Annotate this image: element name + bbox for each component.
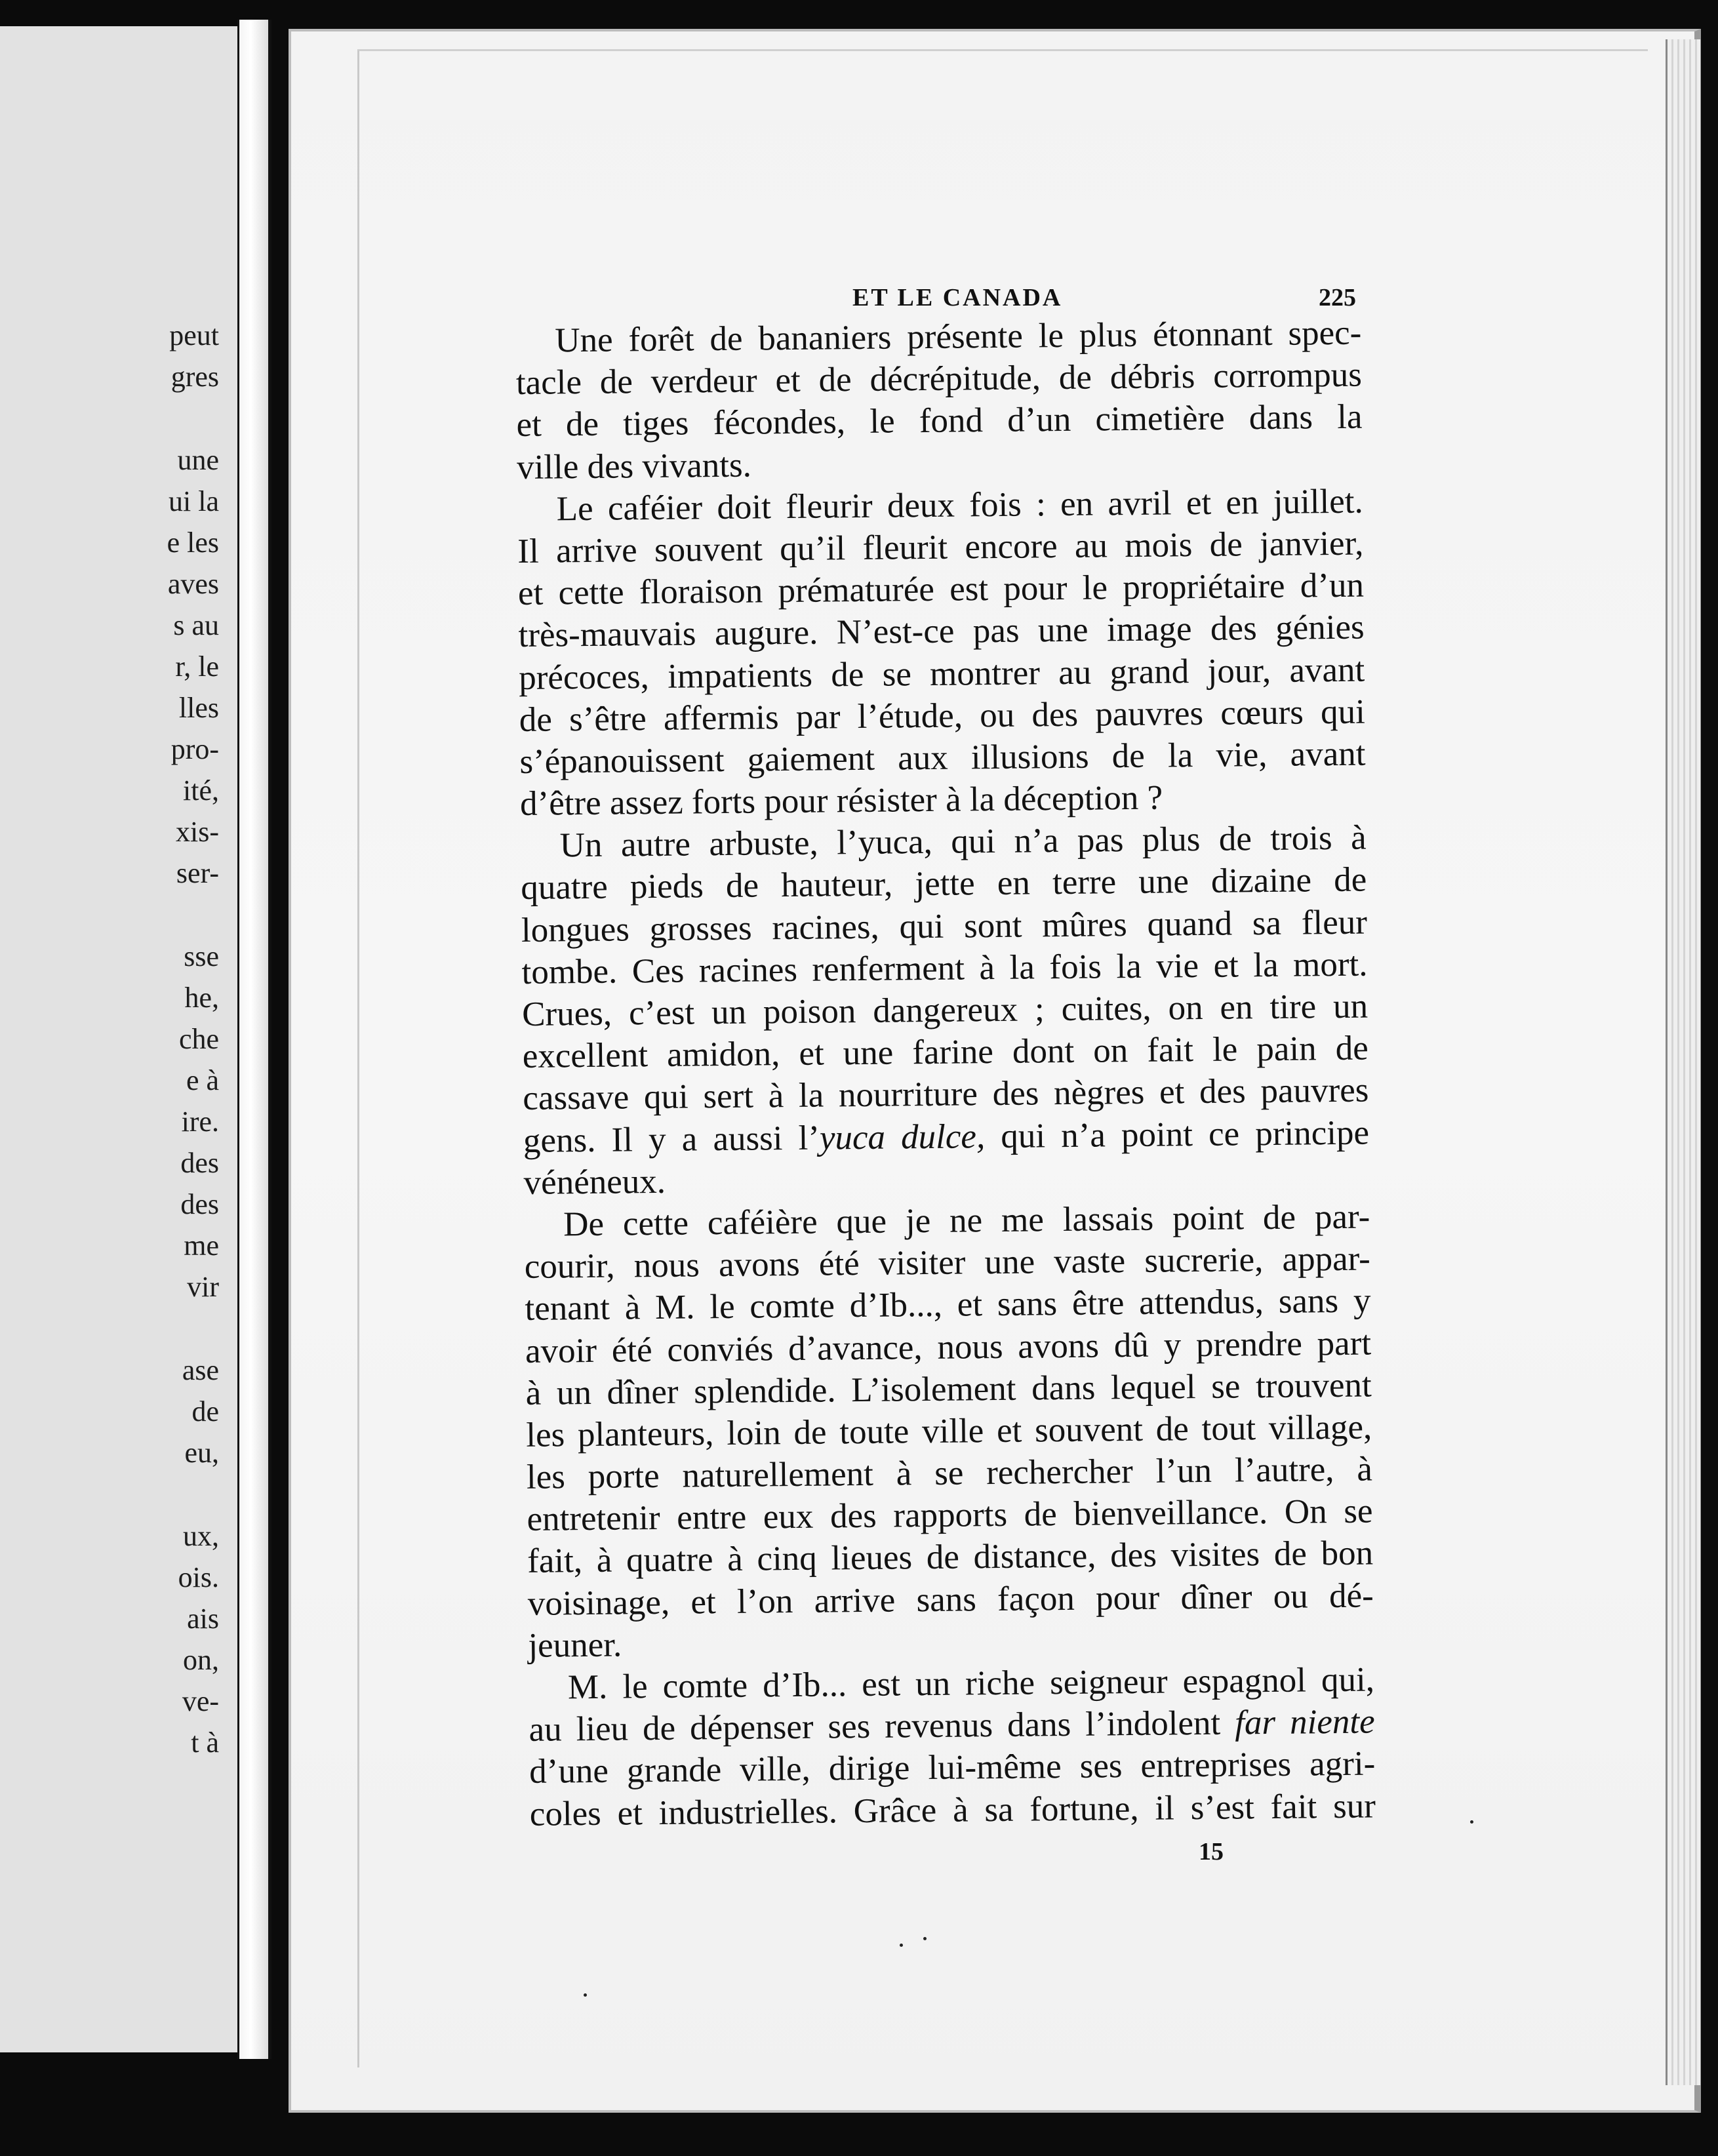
left-page-line-fragment: he, [184,982,219,1014]
left-page-line-fragment: ase [182,1354,219,1386]
text-line: Crues, c’est un poison dangereux ; cuites, on en tire un [521,987,1368,1033]
text-run: qui n’a point ce principe [984,1113,1370,1155]
scan-speck [900,1944,903,1947]
text-line: tenant à M. le comte d’Ib..., et sans être attendus, sans y [525,1281,1371,1328]
text-line: De cette caféière que je ne me lassais point de par- [563,1197,1370,1244]
book-gutter [237,20,271,2059]
text-line: entretenir entre eux des rapports de bienveillance. On se [527,1492,1373,1539]
text-line: cassave qui sert à la nourriture des nègres et des pauvres [523,1071,1369,1118]
left-page-line-fragment: xis- [176,816,219,848]
left-page-line-fragment: s au [173,609,219,641]
text-line: quatre pieds de hauteur, jette en terre une dizaine de [521,861,1367,908]
left-page-line-fragment: r, le [175,650,219,683]
page-header [529,283,1356,317]
left-page-line-fragment: ité, [183,774,219,807]
italic-text: far niente [1234,1702,1375,1742]
italic-text: yuca dulce, [819,1117,986,1157]
left-page-line-fragment: t à [191,1727,219,1759]
left-page-line-fragment: aves [167,568,219,600]
left-page-line-fragment: de [191,1395,219,1427]
left-page-line-fragment: peut [169,319,219,351]
text-line: d’être assez forts pour résister à la déception ? [519,778,1163,824]
text-line: tombe. Ces racines renferment à la fois la vie et la mort. [521,945,1368,991]
left-page-line-fragment: vir [187,1271,219,1303]
text-line: à un dîner splendide. L’isolement dans lequel se trouvent [525,1366,1372,1412]
left-page-line-fragment: sse [184,940,219,972]
text-line: M. le comte d’Ib... est un riche seigneur espagnol qui, [567,1660,1375,1707]
text-line: excellent amidon, et une farine dont on fait le pain de [522,1029,1369,1076]
left-page-line-fragment: ais [187,1603,219,1635]
text-line: Il arrive souvent qu’il fleurit encore au mois de janvier, [517,524,1364,570]
left-page-line-fragment: che [178,1023,219,1055]
left-page-line-fragment: e à [186,1064,219,1096]
text-line: les planteurs, loin de toute ville et souvent de tout village, [526,1408,1372,1454]
text-line: courir, nous avons été visiter une vaste sucrerie, appar- [524,1239,1371,1287]
scan-speck [923,1937,927,1940]
page-number: 225 [1319,284,1356,311]
left-page-line-fragment: pro- [170,733,219,765]
text-line: vénéneux. [523,1162,666,1202]
previous-page [0,26,241,2052]
text-line: longues grosses racines, qui sont mûres quand sa fleur [521,903,1368,949]
text-line: ville des vivants. [516,446,752,487]
text-line: les porte naturellement à se rechercher l’un l’autre, à [526,1450,1373,1496]
left-page-line-fragment: on, [183,1644,219,1676]
text-line: tacle de verdeur et de décrépitude, de débris corrompus [515,355,1363,403]
body-text [515,312,1376,1835]
left-page-line-fragment: eu, [184,1437,219,1469]
text-line: avoir été conviés d’avance, nous avons dû y prendre part [525,1324,1372,1370]
text-line: jeuner. [528,1626,622,1665]
left-page-line-fragment: e les [167,527,219,559]
signature-mark: 15 [1199,1838,1224,1866]
text-line: Le caféier doit fleurir deux fois : en avril et en juillet. [556,482,1363,529]
left-page-line-fragment: une [177,444,219,476]
left-page-line-fragment: des [180,1188,219,1220]
text-run: au lieu de dépenser ses revenus dans l’indolent [529,1704,1235,1749]
text-line: fait, à quatre à cinq lieues de distance, des visites de bon [527,1534,1374,1581]
left-page-line-fragment: ser- [176,857,219,889]
text-line: très-mauvais augure. N’est-ce pas une image des génies [518,608,1365,655]
text-line-with-italic [523,1111,1370,1162]
scan-speck [584,1993,587,1997]
running-title: ET LE CANADA [852,284,1063,311]
scan-speck [1470,1820,1473,1824]
text-line: et de tiges fécondes, le fond d’un cimetière dans la [516,397,1363,445]
text-line: coles et industrielles. Grâce à sa fortune, il s’est fait sur [529,1787,1376,1833]
left-page-line-fragment: ui la [169,485,219,517]
left-page-line-fragment: ire. [181,1106,219,1138]
page-edges [1666,39,1700,2085]
left-page-line-fragment: lles [178,692,219,724]
left-page-line-fragment: gres [170,361,219,393]
left-page-line-fragment: ux, [183,1520,219,1552]
text-line: s’épanouissent gaiement aux illusions de la vie, avant [519,734,1366,781]
text-line: Un autre arbuste, l’yuca, qui n’a pas plus de trois à [559,818,1367,865]
text-line: de s’être affermis par l’étude, ou des pauvres cœurs qui [519,692,1366,739]
text-line: et cette floraison prématurée est pour le propriétaire d’un [517,566,1365,613]
text-run: gens. Il y a aussi l’ [523,1119,820,1160]
text-line: d’une grande ville, dirige lui-même ses entreprises agri- [529,1744,1376,1791]
left-page-line-fragment: ois. [178,1561,219,1593]
left-page-line-fragment: me [184,1229,219,1262]
left-page-line-fragment: des [180,1147,219,1179]
left-page-line-fragment: ve- [182,1685,219,1717]
text-line: précoces, impatients de se montrer au grand jour, avant [518,650,1365,697]
text-line: Une forêt de bananiers présente le plus étonnant spec- [555,313,1362,360]
text-line: voisinage, et l’on arrive sans façon pour dîner ou dé- [527,1576,1374,1623]
